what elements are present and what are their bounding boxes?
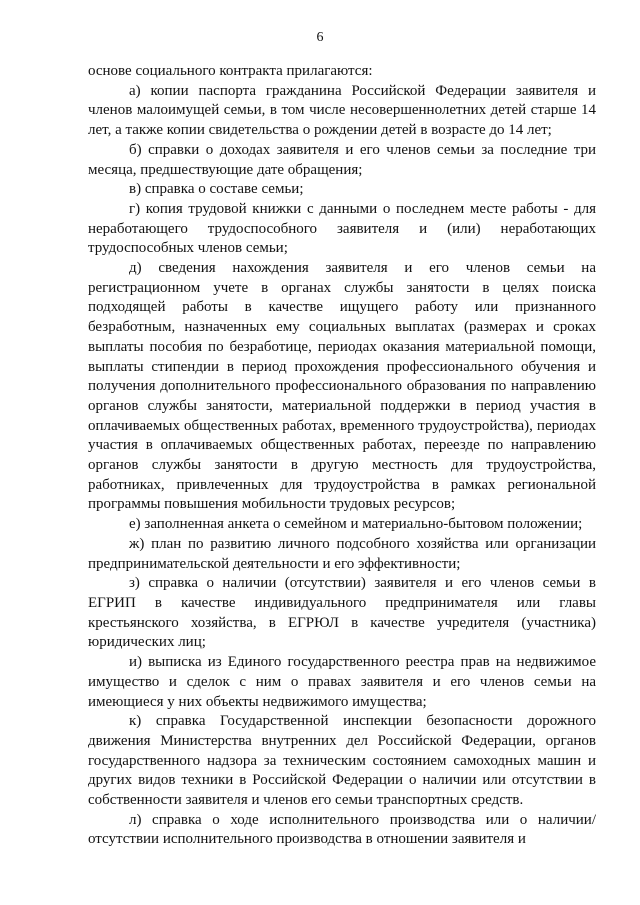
paragraph-item-z: з) справка о наличии (отсутствии) заявителя и его членов семьи в ЕГРИП в качестве индивидуального предпринимателя или главы крестьянского хозяйства, в ЕГРЮЛ в качестве учредителя (участника) юридических лиц; (88, 575, 596, 651)
paragraph-item-zh: ж) план по развитию личного подсобного хозяйства или организации предпринимательской деятельности и его эффективности; (88, 535, 596, 572)
paragraph-item-k: к) справка Государственной инспекции безопасности дорожного движения Министерства внутренних дел Российской Федерации, органов государственного надзора за техническим состоянием самоходных машин и других видов техники в Российской Федерации о наличии или отсутствии в собственности заявителя и членов его семьи транспортных средств. (88, 713, 596, 809)
paragraph-item-a: а) копии паспорта гражданина Российской Федерации заявителя и членов малоимущей семьи, в том числе несовершеннолетних детей старше 14 лет, а также копии свидетельства о рождении детей в возрасте до 14 лет; (88, 82, 596, 139)
paragraph-item-e: е) заполненная анкета о семейном и материально-бытовом положении; (129, 516, 583, 533)
paragraph-item-g: г) копия трудовой книжки с данными о последнем месте работы - для неработающего трудоспособного заявителя и (или) неработающих трудоспособных членов семьи; (88, 200, 596, 257)
paragraph-item-v: в) справка о составе семьи; (129, 181, 304, 198)
paragraph-item-b: б) справки о доходах заявителя и его членов семьи за последние три месяца, предшествующие дате обращения; (88, 141, 596, 178)
paragraph-item-i: и) выписка из Единого государственного реестра прав на недвижимое имущество и сделок с ним о правах заявителя и его членов семьи на имеющиеся у них объекты недвижимого имущества; (88, 654, 596, 710)
paragraph-item-l: л) справка о ходе исполнительного производства или о наличии/отсутствии исполнительного производства в отношении заявителя и (88, 811, 596, 848)
paragraph-item-d: д) сведения нахождения заявителя и его членов семьи на регистрационном учете в органах службы занятости в целях поиска подходящей работы в качестве ищущего работу или признанного безработным, назначенных ему социальных выплатах (размерах и сроках выплаты пособия по безработице, периодах оказания материальной помощи, выплаты стипендии в период прохождения профессионального обучения и получения дополнительного профессионального образования по направлению органов службы занятости, материальной поддержки в период участия в оплачиваемых общественных работах, временного трудоустройства), периодах участия в оплачиваемых общественных работах, переезде по направлению органов службы занятости в другую местность для трудоустройства, работниках, привлеченных для трудоустройства в рамках региональной программы повышения мобильности трудовых ресурсов; (88, 260, 596, 513)
document-body (88, 62, 596, 850)
page-number: 6 (316, 30, 324, 45)
paragraph-intro: основе социального контракта прилагаются: (88, 63, 373, 79)
